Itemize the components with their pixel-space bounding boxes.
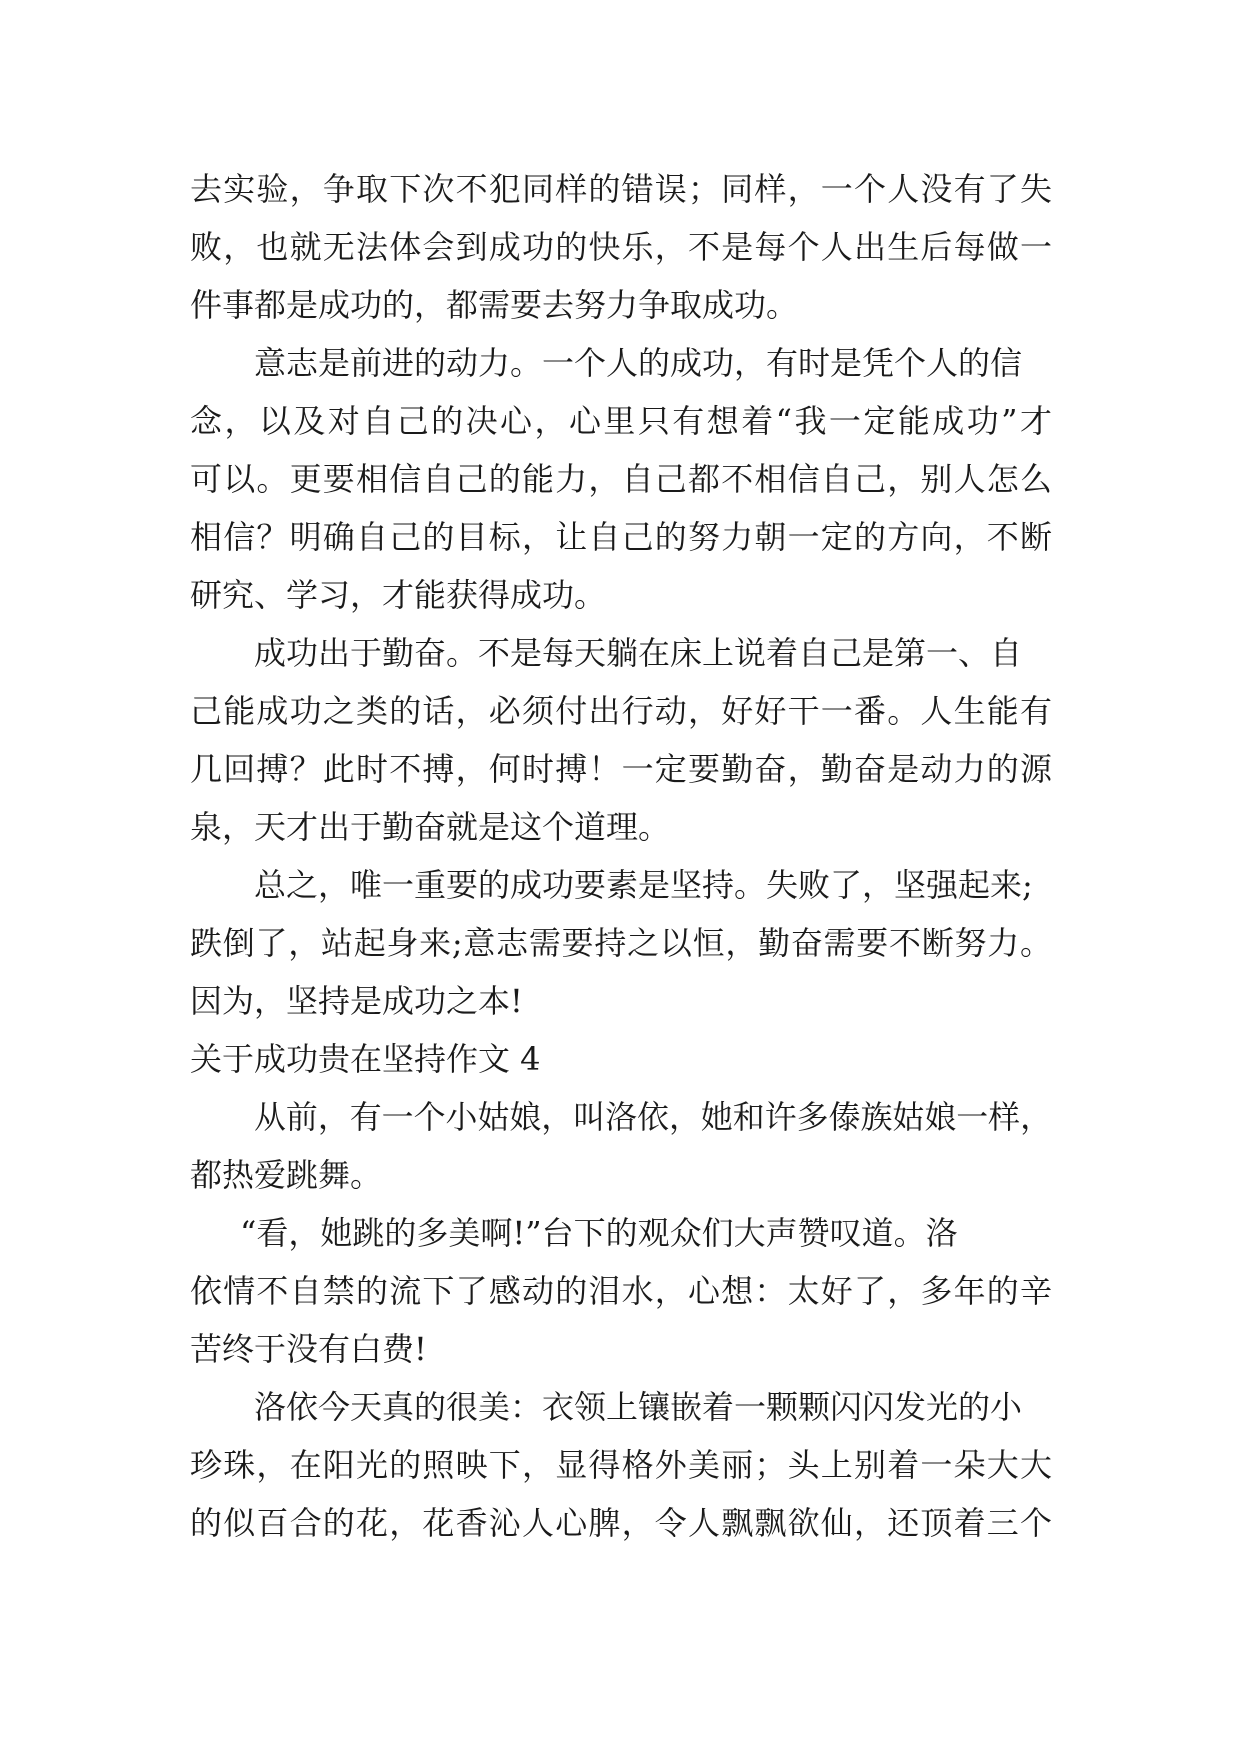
text-line: 成功出于勤奋。不是每天躺在床上说着自己是第一、自 bbox=[254, 634, 1023, 672]
text-line: 洛依今天真的很美：衣领上镶嵌着一颗颗闪闪发光的小 bbox=[254, 1388, 1023, 1426]
text-line: 败，也就无法体会到成功的快乐，不是每个人出生后每做一 bbox=[190, 228, 1052, 266]
text-line: 都热爱跳舞。 bbox=[190, 1156, 383, 1194]
text-line: 念，以及对自己的决心，心里只有想着“我一定能成功”才 bbox=[190, 402, 1052, 440]
text-line: 己能成功之类的话，必须付出行动，好好干一番。人生能有 bbox=[190, 692, 1052, 730]
text-line: “看，她跳的多美啊!”台下的观众们大声赞叹道。洛 bbox=[240, 1214, 958, 1252]
text-line: 件事都是成功的，都需要去努力争取成功。 bbox=[190, 286, 799, 324]
text-line: 因为，坚持是成功之本! bbox=[190, 982, 523, 1020]
text-line: 几回搏？此时不搏，何时搏！一定要勤奋，勤奋是动力的源 bbox=[190, 750, 1052, 788]
text-line: 总之，唯一重要的成功要素是坚持。失败了，坚强起来; bbox=[254, 866, 1033, 904]
text-line: 珍珠，在阳光的照映下，显得格外美丽；头上别着一朵大大 bbox=[190, 1446, 1052, 1484]
text-line: 的似百合的花，花香沁人心脾，令人飘飘欲仙，还顶着三个 bbox=[190, 1504, 1052, 1542]
section-heading: 关于成功贵在坚持作文 4 bbox=[190, 1040, 541, 1078]
text-line: 跌倒了，站起身来;意志需要持之以恒，勤奋需要不断努力。 bbox=[190, 924, 1052, 962]
text-line: 苦终于没有白费! bbox=[190, 1330, 427, 1368]
text-line: 可以。更要相信自己的能力，自己都不相信自己，别人怎么 bbox=[190, 460, 1052, 498]
text-line: 依情不自禁的流下了感动的泪水，心想：太好了，多年的辛 bbox=[190, 1272, 1052, 1310]
text-line: 研究、学习，才能获得成功。 bbox=[190, 576, 607, 614]
text-line: 相信？明确自己的目标，让自己的努力朝一定的方向，不断 bbox=[190, 518, 1052, 556]
text-line: 去实验，争取下次不犯同样的错误；同样，一个人没有了失 bbox=[190, 170, 1052, 208]
text-line: 从前，有一个小姑娘，叫洛依，她和许多傣族姑娘一样， bbox=[254, 1098, 1053, 1136]
text-line: 泉，天才出于勤奋就是这个道理。 bbox=[190, 808, 671, 846]
text-line: 意志是前进的动力。一个人的成功，有时是凭个人的信 bbox=[254, 344, 1023, 382]
